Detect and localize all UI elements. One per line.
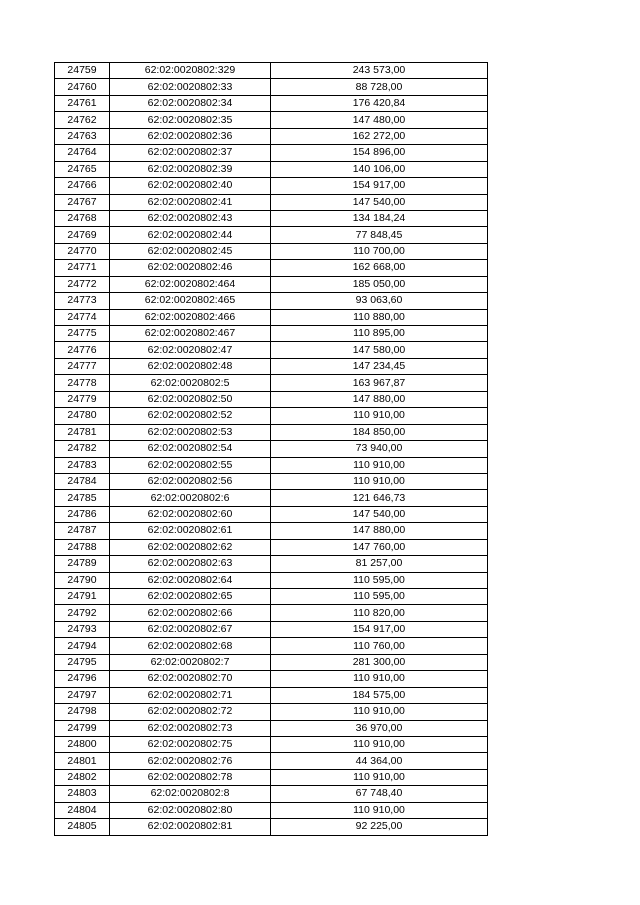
row-number-cell: 24774	[55, 309, 110, 325]
row-number-cell: 24760	[55, 79, 110, 95]
table-row	[55, 605, 488, 621]
cadastral-number-cell: 62:02:0020802:36	[110, 128, 271, 144]
cadastral-number-cell: 62:02:0020802:44	[110, 227, 271, 243]
row-number-cell: 24770	[55, 243, 110, 259]
cadastral-number-cell: 62:02:0020802:7	[110, 654, 271, 670]
table-row	[55, 178, 488, 194]
row-number-cell: 24778	[55, 375, 110, 391]
row-number-cell: 24782	[55, 441, 110, 457]
cadastral-value-cell: 88 728,00	[271, 79, 488, 95]
cadastral-number-cell: 62:02:0020802:43	[110, 210, 271, 226]
cadastral-value-cell: 185 050,00	[271, 276, 488, 292]
cadastral-number-cell: 62:02:0020802:466	[110, 309, 271, 325]
cadastral-number-cell: 62:02:0020802:60	[110, 506, 271, 522]
cadastral-value-cell: 184 850,00	[271, 424, 488, 440]
cadastral-number-cell: 62:02:0020802:45	[110, 243, 271, 259]
cadastral-number-cell: 62:02:0020802:467	[110, 326, 271, 342]
cadastral-value-cell: 92 225,00	[271, 819, 488, 835]
cadastral-number-cell: 62:02:0020802:464	[110, 276, 271, 292]
table-row	[55, 819, 488, 835]
table-row	[55, 687, 488, 703]
row-number-cell: 24773	[55, 293, 110, 309]
cadastral-number-cell: 62:02:0020802:63	[110, 556, 271, 572]
table-row	[55, 589, 488, 605]
table-row	[55, 79, 488, 95]
row-number-cell: 24792	[55, 605, 110, 621]
cadastral-value-cell: 110 910,00	[271, 457, 488, 473]
row-number-cell: 24786	[55, 506, 110, 522]
cadastral-number-cell: 62:02:0020802:65	[110, 589, 271, 605]
table-row	[55, 621, 488, 637]
cadastral-number-cell: 62:02:0020802:41	[110, 194, 271, 210]
table-row	[55, 391, 488, 407]
table-row	[55, 736, 488, 752]
cadastral-value-cell: 147 760,00	[271, 539, 488, 555]
cadastral-number-cell: 62:02:0020802:75	[110, 736, 271, 752]
table-row	[55, 145, 488, 161]
row-number-cell: 24772	[55, 276, 110, 292]
cadastral-value-cell: 147 540,00	[271, 194, 488, 210]
cadastral-number-cell: 62:02:0020802:46	[110, 260, 271, 276]
row-number-cell: 24763	[55, 128, 110, 144]
cadastral-value-cell: 73 940,00	[271, 441, 488, 457]
cadastral-number-cell: 62:02:0020802:47	[110, 342, 271, 358]
cadastral-number-cell: 62:02:0020802:50	[110, 391, 271, 407]
cadastral-value-cell: 154 917,00	[271, 178, 488, 194]
cadastral-number-cell: 62:02:0020802:465	[110, 293, 271, 309]
row-number-cell: 24776	[55, 342, 110, 358]
table-row	[55, 671, 488, 687]
cadastral-number-cell: 62:02:0020802:53	[110, 424, 271, 440]
row-number-cell: 24765	[55, 161, 110, 177]
cadastral-number-cell: 62:02:0020802:68	[110, 638, 271, 654]
cadastral-number-cell: 62:02:0020802:39	[110, 161, 271, 177]
row-number-cell: 24768	[55, 210, 110, 226]
cadastral-value-cell: 121 646,73	[271, 490, 488, 506]
cadastral-value-cell: 281 300,00	[271, 654, 488, 670]
cadastral-number-cell: 62:02:0020802:37	[110, 145, 271, 161]
cadastral-value-cell: 154 917,00	[271, 621, 488, 637]
row-number-cell: 24789	[55, 556, 110, 572]
row-number-cell: 24805	[55, 819, 110, 835]
cadastral-number-cell: 62:02:0020802:78	[110, 769, 271, 785]
cadastral-number-cell: 62:02:0020802:55	[110, 457, 271, 473]
cadastral-value-cell: 176 420,84	[271, 95, 488, 111]
cadastral-number-cell: 62:02:0020802:329	[110, 63, 271, 79]
table-row	[55, 161, 488, 177]
table-row	[55, 128, 488, 144]
row-number-cell: 24791	[55, 589, 110, 605]
cadastral-value-cell: 44 364,00	[271, 753, 488, 769]
cadastral-value-cell: 67 748,40	[271, 786, 488, 802]
cadastral-number-cell: 62:02:0020802:54	[110, 441, 271, 457]
row-number-cell: 24759	[55, 63, 110, 79]
cadastral-value-cell: 110 760,00	[271, 638, 488, 654]
cadastral-number-cell: 62:02:0020802:62	[110, 539, 271, 555]
table-row	[55, 638, 488, 654]
table-row	[55, 63, 488, 79]
row-number-cell: 24795	[55, 654, 110, 670]
cadastral-value-cell: 110 880,00	[271, 309, 488, 325]
row-number-cell: 24804	[55, 802, 110, 818]
table-row	[55, 293, 488, 309]
table-row	[55, 753, 488, 769]
table-row	[55, 490, 488, 506]
cadastral-value-cell: 93 063,60	[271, 293, 488, 309]
table-row	[55, 704, 488, 720]
table-row	[55, 260, 488, 276]
row-number-cell: 24781	[55, 424, 110, 440]
row-number-cell: 24788	[55, 539, 110, 555]
cadastral-number-cell: 62:02:0020802:5	[110, 375, 271, 391]
table-row	[55, 769, 488, 785]
cadastral-value-cell: 110 820,00	[271, 605, 488, 621]
cadastral-value-cell: 243 573,00	[271, 63, 488, 79]
table-row	[55, 194, 488, 210]
cadastral-value-cell: 110 910,00	[271, 802, 488, 818]
cadastral-value-cell: 110 910,00	[271, 671, 488, 687]
row-number-cell: 24785	[55, 490, 110, 506]
row-number-cell: 24769	[55, 227, 110, 243]
cadastral-number-cell: 62:02:0020802:35	[110, 112, 271, 128]
cadastral-value-cell: 163 967,87	[271, 375, 488, 391]
table-row	[55, 539, 488, 555]
table-row	[55, 572, 488, 588]
row-number-cell: 24790	[55, 572, 110, 588]
row-number-cell: 24783	[55, 457, 110, 473]
cadastral-value-cell: 147 580,00	[271, 342, 488, 358]
cadastral-value-cell: 162 272,00	[271, 128, 488, 144]
cadastral-value-cell: 110 595,00	[271, 589, 488, 605]
cadastral-value-cell: 110 910,00	[271, 769, 488, 785]
table-row	[55, 523, 488, 539]
table-row	[55, 358, 488, 374]
cadastral-number-cell: 62:02:0020802:61	[110, 523, 271, 539]
table-row	[55, 326, 488, 342]
row-number-cell: 24762	[55, 112, 110, 128]
table-row	[55, 424, 488, 440]
row-number-cell: 24766	[55, 178, 110, 194]
table-row	[55, 506, 488, 522]
cadastral-value-cell: 110 910,00	[271, 736, 488, 752]
row-number-cell: 24780	[55, 408, 110, 424]
cadastral-value-cell: 147 234,45	[271, 358, 488, 374]
row-number-cell: 24775	[55, 326, 110, 342]
cadastral-number-cell: 62:02:0020802:81	[110, 819, 271, 835]
table-row	[55, 408, 488, 424]
row-number-cell: 24796	[55, 671, 110, 687]
cadastral-number-cell: 62:02:0020802:72	[110, 704, 271, 720]
table-row	[55, 441, 488, 457]
table-body	[55, 63, 488, 836]
table-row	[55, 342, 488, 358]
cadastral-value-cell: 77 848,45	[271, 227, 488, 243]
table-row	[55, 473, 488, 489]
table-row	[55, 556, 488, 572]
cadastral-value-cell: 140 106,00	[271, 161, 488, 177]
row-number-cell: 24797	[55, 687, 110, 703]
cadastral-number-cell: 62:02:0020802:33	[110, 79, 271, 95]
cadastral-value-cell: 110 595,00	[271, 572, 488, 588]
cadastral-value-cell: 36 970,00	[271, 720, 488, 736]
row-number-cell: 24777	[55, 358, 110, 374]
cadastral-number-cell: 62:02:0020802:66	[110, 605, 271, 621]
cadastral-value-cell: 110 910,00	[271, 473, 488, 489]
cadastral-number-cell: 62:02:0020802:8	[110, 786, 271, 802]
table-row	[55, 654, 488, 670]
cadastral-number-cell: 62:02:0020802:67	[110, 621, 271, 637]
cadastral-number-cell: 62:02:0020802:6	[110, 490, 271, 506]
row-number-cell: 24779	[55, 391, 110, 407]
cadastral-number-cell: 62:02:0020802:48	[110, 358, 271, 374]
row-number-cell: 24771	[55, 260, 110, 276]
row-number-cell: 24801	[55, 753, 110, 769]
cadastral-number-cell: 62:02:0020802:40	[110, 178, 271, 194]
cadastral-number-cell: 62:02:0020802:52	[110, 408, 271, 424]
row-number-cell: 24764	[55, 145, 110, 161]
cadastral-value-cell: 154 896,00	[271, 145, 488, 161]
cadastral-number-cell: 62:02:0020802:34	[110, 95, 271, 111]
cadastral-value-cell: 110 895,00	[271, 326, 488, 342]
row-number-cell: 24803	[55, 786, 110, 802]
table-row	[55, 227, 488, 243]
table-row	[55, 375, 488, 391]
table-row	[55, 112, 488, 128]
cadastral-value-cell: 110 910,00	[271, 408, 488, 424]
row-number-cell: 24800	[55, 736, 110, 752]
cadastral-number-cell: 62:02:0020802:64	[110, 572, 271, 588]
cadastral-number-cell: 62:02:0020802:71	[110, 687, 271, 703]
cadastral-value-cell: 147 540,00	[271, 506, 488, 522]
table-row	[55, 309, 488, 325]
table-row	[55, 243, 488, 259]
table-row	[55, 276, 488, 292]
row-number-cell: 24794	[55, 638, 110, 654]
row-number-cell: 24761	[55, 95, 110, 111]
cadastral-value-cell: 110 700,00	[271, 243, 488, 259]
table-row	[55, 457, 488, 473]
cadastral-number-cell: 62:02:0020802:80	[110, 802, 271, 818]
table-row	[55, 786, 488, 802]
cadastral-value-cell: 147 480,00	[271, 112, 488, 128]
table-row	[55, 802, 488, 818]
row-number-cell: 24802	[55, 769, 110, 785]
table-row	[55, 720, 488, 736]
cadastral-value-cell: 162 668,00	[271, 260, 488, 276]
cadastral-number-cell: 62:02:0020802:76	[110, 753, 271, 769]
row-number-cell: 24787	[55, 523, 110, 539]
row-number-cell: 24799	[55, 720, 110, 736]
row-number-cell: 24784	[55, 473, 110, 489]
cadastral-number-cell: 62:02:0020802:70	[110, 671, 271, 687]
cadastral-number-cell: 62:02:0020802:73	[110, 720, 271, 736]
row-number-cell: 24798	[55, 704, 110, 720]
table-row	[55, 95, 488, 111]
table-row	[55, 210, 488, 226]
cadastral-value-cell: 147 880,00	[271, 523, 488, 539]
cadastral-value-cell: 184 575,00	[271, 687, 488, 703]
cadastral-value-table	[54, 62, 488, 836]
row-number-cell: 24793	[55, 621, 110, 637]
cadastral-value-cell: 147 880,00	[271, 391, 488, 407]
cadastral-number-cell: 62:02:0020802:56	[110, 473, 271, 489]
cadastral-value-cell: 134 184,24	[271, 210, 488, 226]
row-number-cell: 24767	[55, 194, 110, 210]
cadastral-value-cell: 110 910,00	[271, 704, 488, 720]
cadastral-value-cell: 81 257,00	[271, 556, 488, 572]
